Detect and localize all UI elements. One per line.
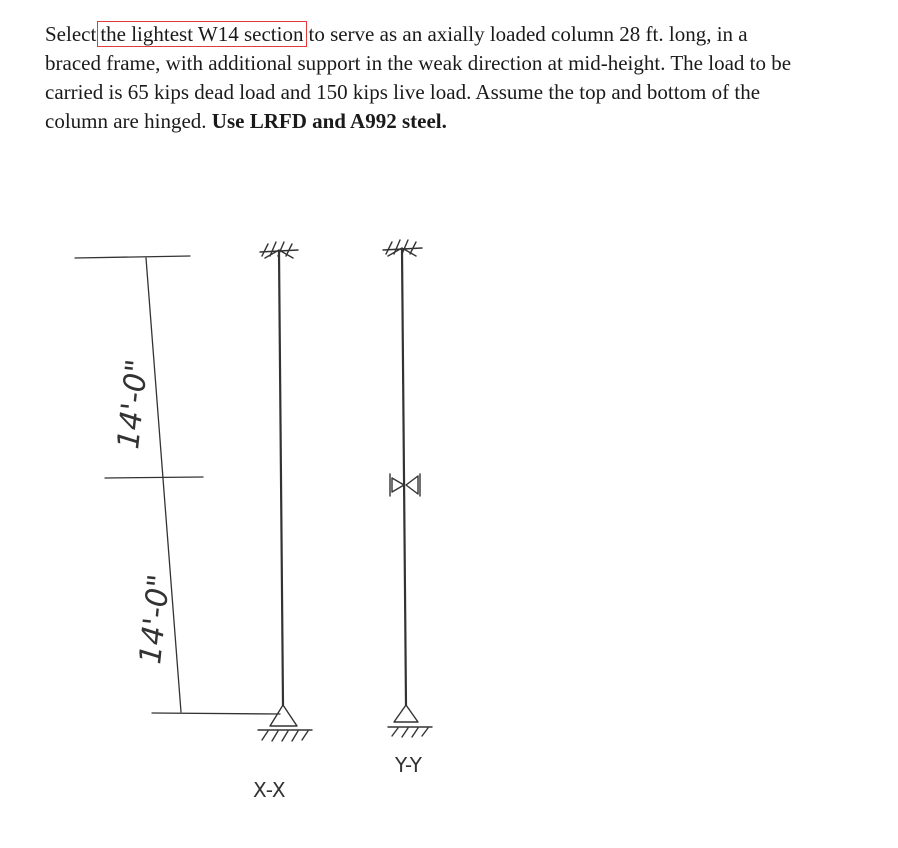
column-xx bbox=[258, 242, 312, 741]
top-extension-line bbox=[75, 256, 190, 258]
line1-rest: to serve as an axially loaded column 28 ft. long, in a bbox=[308, 22, 748, 46]
column-yy-bottom-pin-icon bbox=[388, 705, 432, 737]
line4-plain: column are hinged. bbox=[45, 109, 207, 133]
column-xx-bottom-pin-icon bbox=[258, 705, 312, 741]
line4-bold: Use LRFD and A992 steel. bbox=[211, 109, 447, 133]
column-xx-member bbox=[279, 252, 283, 705]
dimension-lines bbox=[75, 256, 280, 714]
dim-lower-label: 14'-0" bbox=[133, 572, 178, 666]
column-yy bbox=[383, 240, 432, 737]
problem-line-2: braced frame, with additional support in the weak direction at mid-height. The load to be bbox=[45, 51, 792, 75]
problem-line-3: carried is 65 kips dead load and 150 kips live load. Assume the top and bottom of the bbox=[45, 80, 761, 104]
bottom-extension-line bbox=[152, 713, 280, 714]
highlighted-phrase: the lightest W14 section bbox=[97, 21, 307, 47]
select-word: Select bbox=[45, 22, 97, 46]
xx-label: X-X bbox=[253, 778, 286, 802]
column-yy-top-pin-icon bbox=[383, 240, 422, 256]
dim-upper-label: 14'-0" bbox=[111, 357, 156, 451]
yy-label: Y-Y bbox=[395, 753, 422, 777]
column-yy-member bbox=[402, 250, 406, 705]
mid-extension-line bbox=[105, 477, 203, 478]
